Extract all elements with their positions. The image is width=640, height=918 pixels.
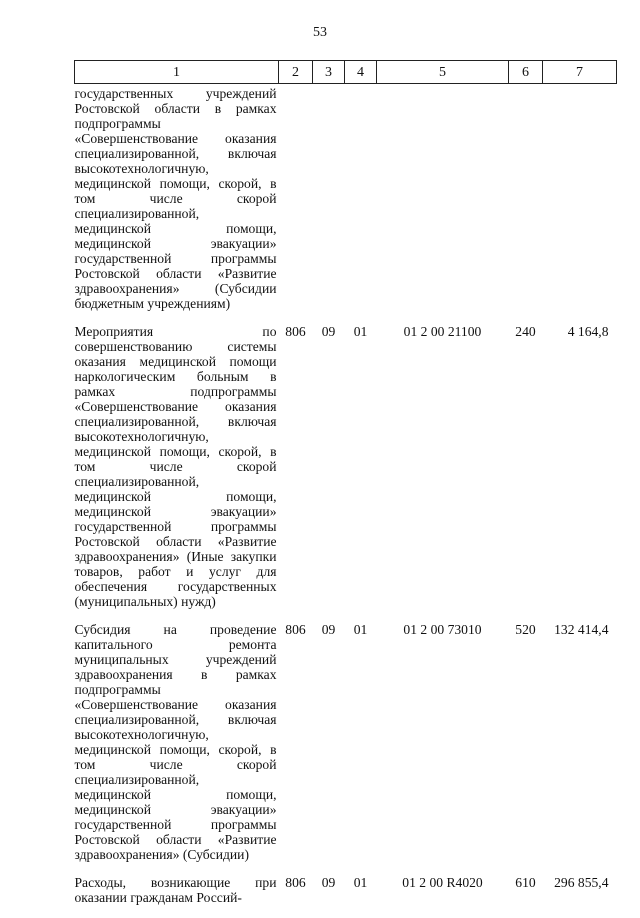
table-row	[75, 622, 617, 875]
row-amount	[543, 84, 617, 325]
row-expense-type: 240	[509, 324, 543, 622]
row-description: государственных учреждений Ростовской области в рамках подпрограммы «Совершенствование оказания специализированной, включая высокотехнологичную, медицинской помощи, скорой, в том числе скорой специализированной, медицинской помощи, медицинской эвакуации» государственной программы Ростовской области «Развитие здравоохранения» (Субсидии бюджетным учреждениям)	[75, 84, 279, 325]
header-col-1: 1	[75, 61, 279, 84]
row-subsection: 01	[345, 875, 377, 918]
row-target-article: 01 2 00 R4020	[377, 875, 509, 918]
row-section: 09	[313, 622, 345, 875]
table-header	[75, 61, 617, 84]
header-col-6: 6	[509, 61, 543, 84]
row-grbs: 806	[279, 875, 313, 918]
row-subsection	[345, 84, 377, 325]
row-expense-type	[509, 84, 543, 325]
row-section	[313, 84, 345, 325]
row-grbs: 806	[279, 622, 313, 875]
header-col-2: 2	[279, 61, 313, 84]
table-row	[75, 875, 617, 918]
row-section: 09	[313, 324, 345, 622]
row-subsection: 01	[345, 622, 377, 875]
header-col-4: 4	[345, 61, 377, 84]
row-description: Мероприятия по совершенствованию системы оказания медицинской помощи наркологическим больным в рамках подпрограммы «Совершенствование оказания специализированной, включая высокотехнологичную, медицинской помощи, скорой, в том числе скорой специализированной, медицинской помощи, медицинской эвакуации» государственной программы Ростовской области «Развитие здравоохранения» (Иные закупки товаров, работ и услуг для обеспечения государственных (муниципальных) нужд)	[75, 324, 279, 622]
table-row	[75, 324, 617, 622]
row-description: Субсидия на проведение капитального ремонта муниципальных учреждений здравоохранения в рамках подпрограммы «Совершенствование оказания специализированной, включая высокотехнологичную, медицинской помощи, скорой, в том числе скорой специализированной, медицинской помощи, медицинской эвакуации» государственной программы Ростовской области «Развитие здравоохранения» (Субсидии)	[75, 622, 279, 875]
header-col-7: 7	[543, 61, 617, 84]
header-col-5: 5	[377, 61, 509, 84]
row-amount: 132 414,4	[543, 622, 617, 875]
row-description: Расходы, возникающие при оказании гражданам Россий-	[75, 875, 279, 918]
row-target-article: 01 2 00 21100	[377, 324, 509, 622]
page-number: 53	[0, 25, 640, 41]
row-amount: 296 855,4	[543, 875, 617, 918]
row-target-article: 01 2 00 73010	[377, 622, 509, 875]
header-row	[75, 61, 617, 84]
header-col-3: 3	[313, 61, 345, 84]
table-row	[75, 84, 617, 325]
row-subsection: 01	[345, 324, 377, 622]
row-section: 09	[313, 875, 345, 918]
row-expense-type: 520	[509, 622, 543, 875]
row-expense-type: 610	[509, 875, 543, 918]
row-grbs	[279, 84, 313, 325]
budget-table	[74, 60, 617, 918]
row-amount: 4 164,8	[543, 324, 617, 622]
row-grbs: 806	[279, 324, 313, 622]
row-target-article	[377, 84, 509, 325]
table-body	[75, 84, 617, 918]
